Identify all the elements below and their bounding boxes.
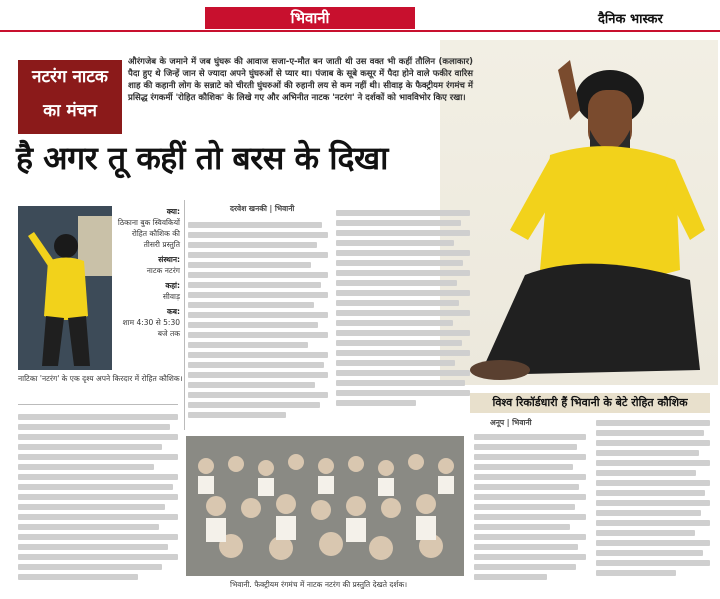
- audience-illustration: [186, 436, 464, 576]
- section-kicker: [18, 60, 122, 134]
- body-column-2: [336, 206, 470, 430]
- kicker-line-1: नटरंग नाटक: [32, 67, 108, 87]
- sub-article-headline: विश्व रिकॉर्डधारी हैं भिवानी के बेटे रोहित कौशिक: [470, 393, 710, 413]
- performer-stage-photo: [18, 206, 112, 370]
- what-value: ठिकाना बुक स्विवकियों रोहित कौशिक की तीसरी प्रस्तुति: [117, 218, 180, 249]
- hero-photo: [440, 40, 718, 385]
- where-label: कहां:: [165, 281, 180, 290]
- article-byline: दरवेश खनकी | भिवानी: [230, 204, 295, 213]
- sub-article-byline: अनूप | भिवानी: [490, 418, 532, 427]
- performer-illustration: [440, 40, 718, 385]
- where-value: सीवाड़: [162, 292, 180, 301]
- audience-photo: [186, 436, 464, 576]
- sub-article-column-2: [596, 416, 710, 590]
- main-headline: है अगर तू कहीं तो बरस के दिखा: [16, 139, 388, 177]
- event-info-box: [116, 206, 180, 372]
- kicker-line-2: का मंचन: [43, 101, 97, 121]
- sub-article-column-1: [474, 430, 586, 590]
- org-label: संस्थान:: [158, 255, 180, 264]
- header-divider: [0, 30, 720, 32]
- column-divider: [184, 200, 185, 430]
- left-lower-column: [18, 410, 178, 590]
- left-lower-divider: [18, 404, 178, 405]
- intro-paragraph: औरंगजेब के जमाने में जब घुंघरू की आवाज सजा-ए-मौत बन जाती थी उस वक्त भी कहीं तौलिन (कलाकार) पैदा हुए थे जिन्हें जान से ज्यादा अपने घुंघरुओं से प्यार था। पंजाब के सूबे कसूर में पैदा होने वाले फकीर वारिस शाह की कहानी लोग के सन्नाटे को चीरती घुंघरुओं की रुहानी लय से कम नहीं थी। सीवाड़ के फैक्ट्रीयम रंगमंच में प्रसिद्ध रंगकर्मी 'रोहित कौशिक' के लिखे गए और अभिनीत नाटक 'नटरंग' ने दर्शकों को भावविभोर किए रखा।: [128, 57, 473, 103]
- stage-illustration: [18, 206, 112, 370]
- body-column-1: [188, 218, 328, 428]
- what-label: क्या:: [166, 207, 180, 216]
- city-section-label: भिवानी: [205, 7, 415, 29]
- newspaper-brand: दैनिक भास्कर: [598, 12, 663, 27]
- audience-photo-caption: भिवानी. फैक्ट्रीयम रंगमंच में नाटक नटरंग की प्रस्तुति देखते दर्शक।: [230, 580, 408, 589]
- left-photo-caption: नाटिका 'नटरंग' के एक दृश्य अपने किरदार में रोहित कौशिक।: [18, 374, 183, 383]
- when-label: कब:: [166, 307, 180, 316]
- when-value: शाम 4:30 से 5:30 बजे तक: [122, 318, 180, 338]
- org-value: नाटक नटरंग: [146, 266, 180, 275]
